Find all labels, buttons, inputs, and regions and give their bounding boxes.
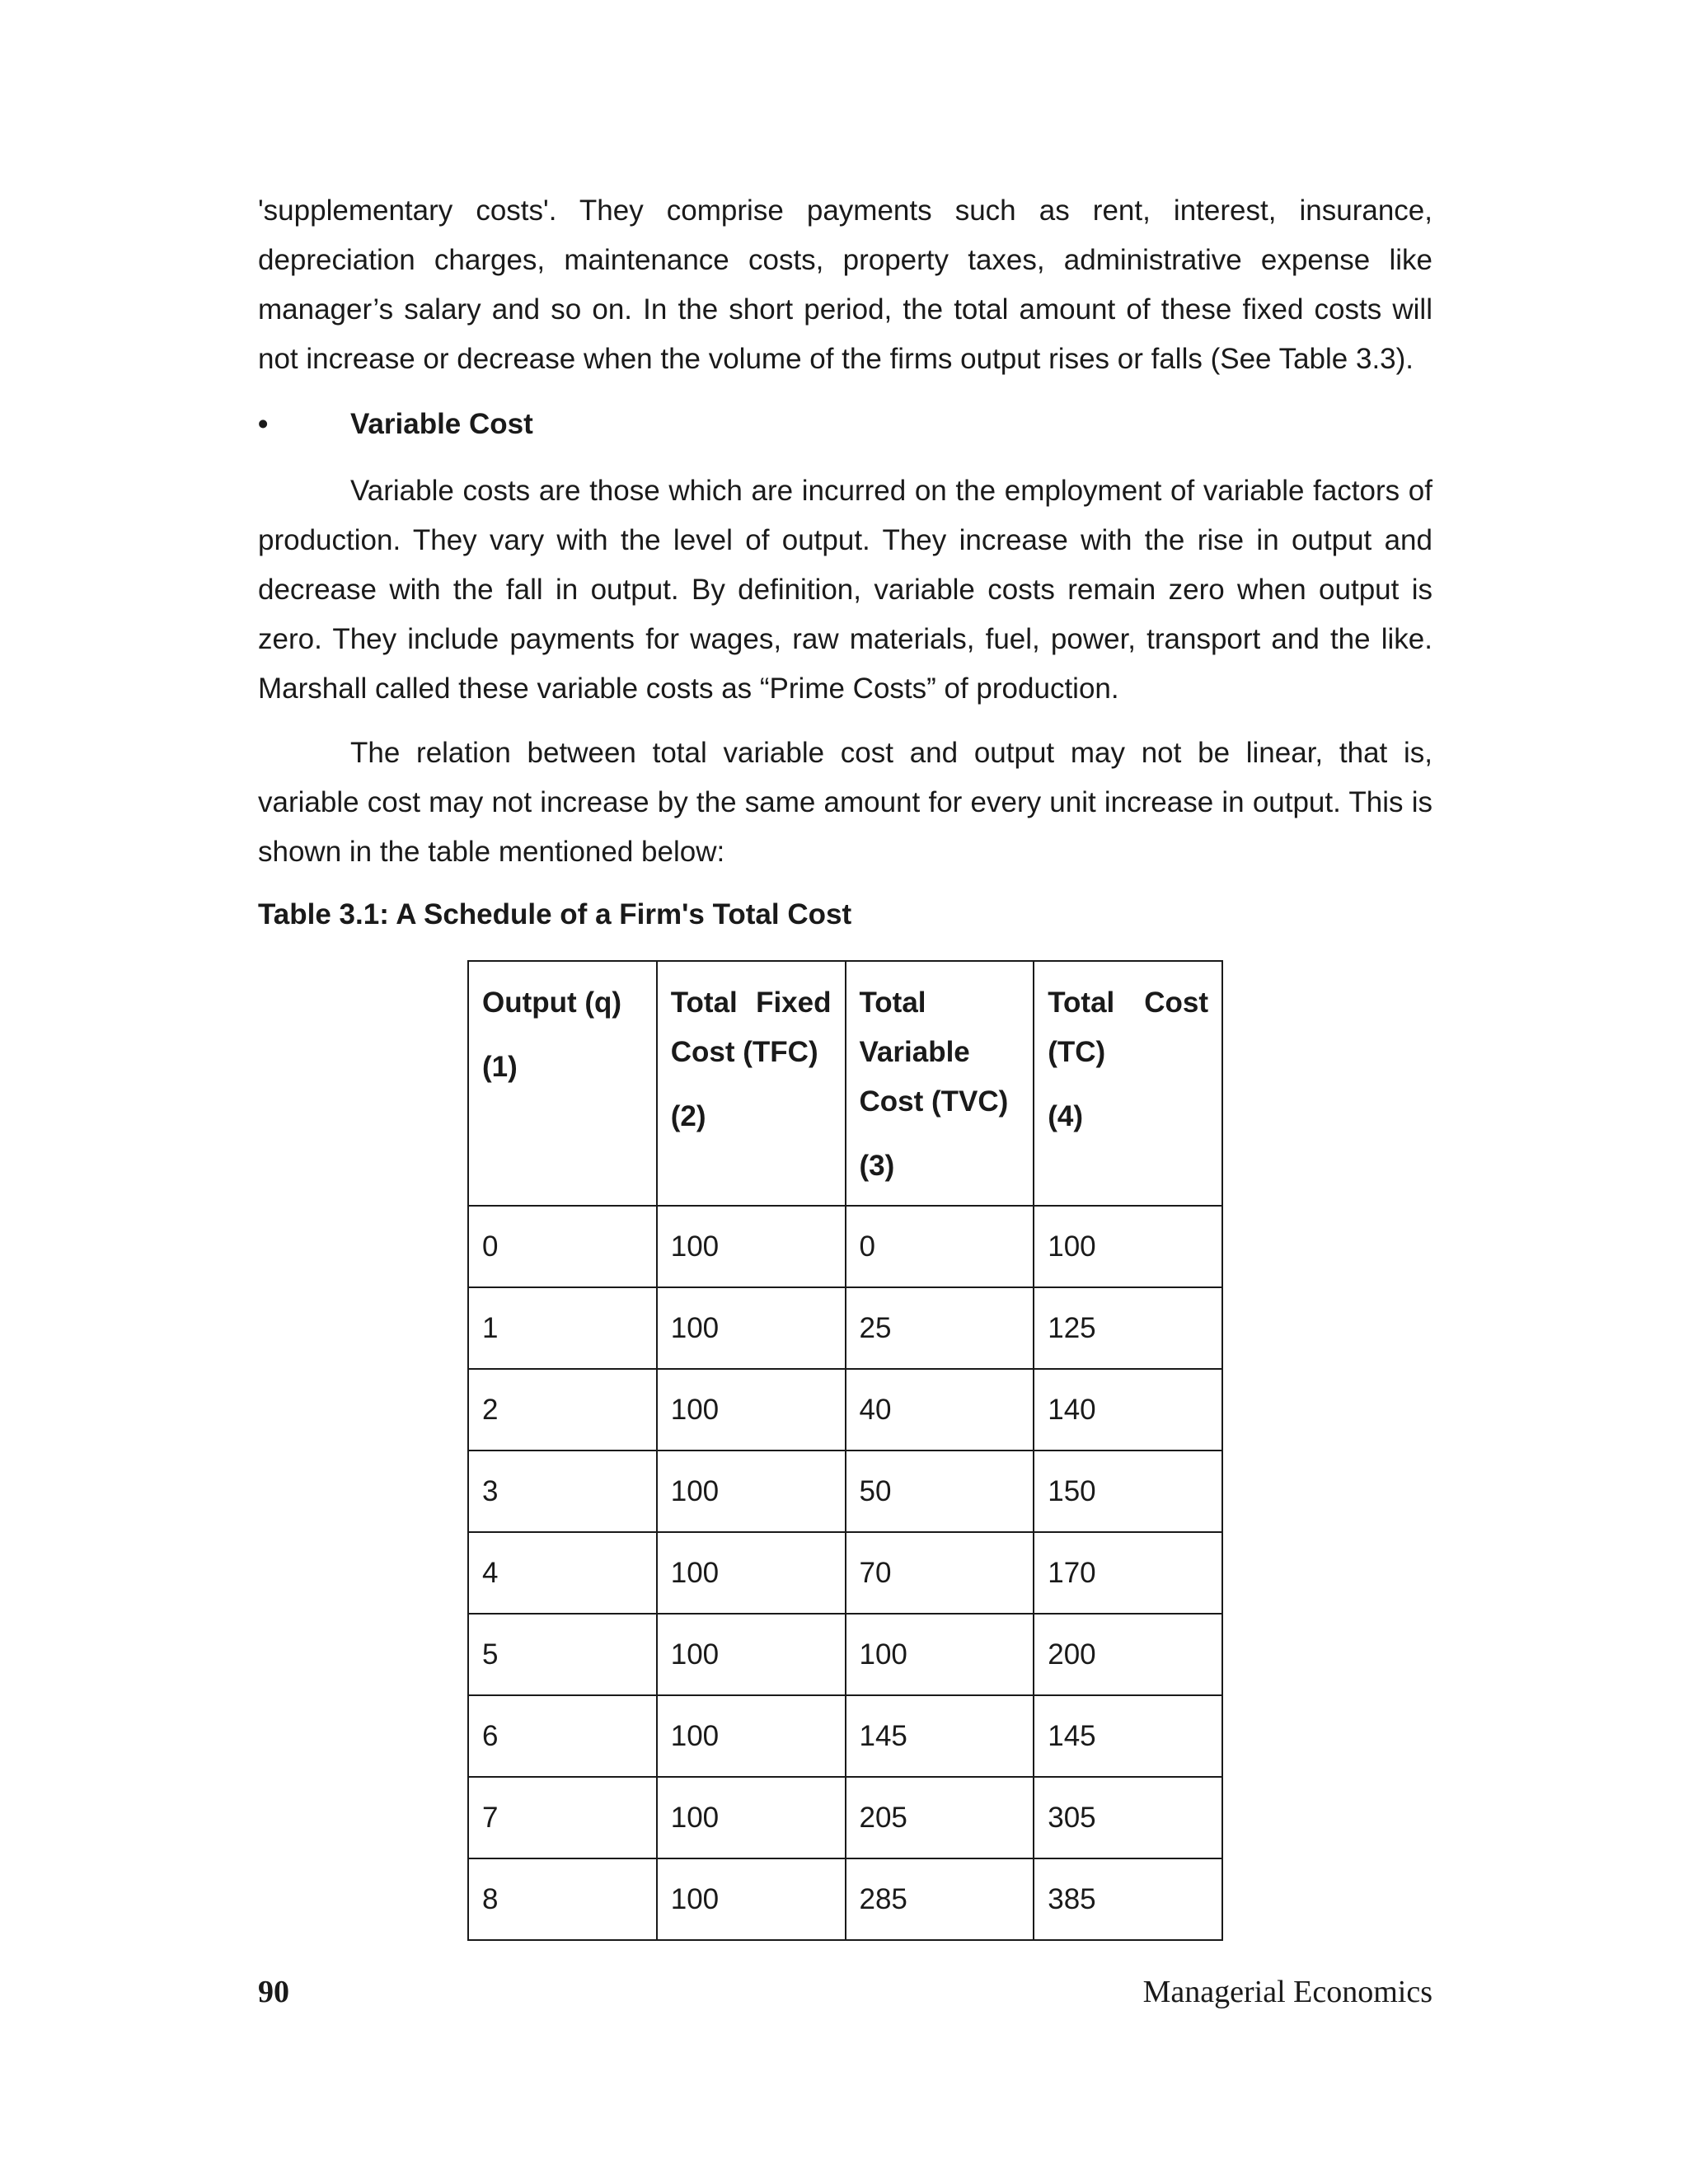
header-tc-word2: Cost (1144, 987, 1208, 1019)
cell-tfc: 100 (657, 1695, 846, 1777)
cell-tvc: 205 (846, 1777, 1034, 1858)
cell-tc: 125 (1034, 1287, 1222, 1369)
cell-tc: 100 (1034, 1206, 1222, 1287)
header-tfc-line1 (671, 978, 832, 1028)
header-tvc-num: (3) (859, 1150, 895, 1182)
header-tfc-line2: Cost (TFC) (670, 1036, 818, 1068)
header-tfc-word2: Fixed (756, 987, 832, 1019)
book-title: Managerial Economics (1142, 1975, 1432, 2009)
table-caption: Table 3.1: A Schedule of a Firm's Total Cost (258, 898, 852, 930)
cell-output: 8 (468, 1858, 657, 1940)
cell-output: 5 (468, 1614, 657, 1695)
cell-tvc: 100 (846, 1614, 1034, 1695)
header-tvc-line2: Variable (859, 1036, 970, 1068)
cell-tfc: 100 (657, 1369, 846, 1451)
cell-tvc: 0 (846, 1206, 1034, 1287)
cell-output: 0 (468, 1206, 657, 1287)
cell-output: 2 (468, 1369, 657, 1451)
header-tc-line2: (TC) (1048, 1036, 1106, 1068)
table-row (468, 1206, 1222, 1287)
header-tc-num: (4) (1048, 1100, 1084, 1132)
cell-tfc: 100 (657, 1206, 846, 1287)
header-tvc (846, 961, 1034, 1206)
cell-output: 4 (468, 1532, 657, 1614)
page-number: 90 (258, 1975, 289, 2009)
cell-tvc: 50 (846, 1451, 1034, 1532)
table-row (468, 1532, 1222, 1614)
cell-output: 1 (468, 1287, 657, 1369)
cell-tvc: 70 (846, 1532, 1034, 1614)
header-output (468, 961, 657, 1206)
cell-output: 3 (468, 1451, 657, 1532)
table-row (468, 1695, 1222, 1777)
cell-output: 6 (468, 1695, 657, 1777)
cell-tfc: 100 (657, 1451, 846, 1532)
cell-tc: 150 (1034, 1451, 1222, 1532)
cell-tfc: 100 (657, 1614, 846, 1695)
table-row (468, 1614, 1222, 1695)
header-tfc-num: (2) (670, 1100, 706, 1132)
header-output-num: (1) (482, 1051, 518, 1083)
cell-tvc: 285 (846, 1858, 1034, 1940)
cell-tc: 385 (1034, 1858, 1222, 1940)
header-tc (1034, 961, 1222, 1206)
table-row (468, 1777, 1222, 1858)
header-tvc-line3: Cost (TVC) (859, 1085, 1009, 1118)
table-row (468, 1451, 1222, 1532)
table-header-row (468, 961, 1222, 1206)
cell-tvc: 40 (846, 1369, 1034, 1451)
table-row (468, 1287, 1222, 1369)
cell-tvc: 25 (846, 1287, 1034, 1369)
section-heading: Variable Cost (350, 408, 533, 440)
paragraph-relation: The relation between total variable cost and output may not be linear, that is, variable cost may not increase by the same amount for every unit increase in output. This is shown in the table mentioned below: (258, 737, 1432, 868)
cell-tfc: 100 (657, 1532, 846, 1614)
cell-tvc: 145 (846, 1695, 1034, 1777)
cost-schedule-table (467, 960, 1223, 1941)
table-row (468, 1369, 1222, 1451)
cell-tc: 145 (1034, 1695, 1222, 1777)
header-tfc-word1: Total (670, 987, 738, 1019)
paragraph-variable-costs: Variable costs are those which are incurred on the employment of variable factors of production. They vary with the level of output. They increase with the rise in output and decrease with the fall in output. By definition, variable costs remain zero when output is zero. They include payments for wages, raw materials, fuel, power, transport and the like. Marshall called these variable costs as “Prime Costs” of production. (258, 475, 1432, 705)
paragraph-fixed-costs: 'supplementary costs'. They comprise payments such as rent, interest, insurance, depreciation charges, maintenance costs, property taxes, administrative expense like manager’s salary and so on. In the short period, the total amount of these fixed costs will not increase or decrease when the volume of the firms output rises or falls (See Table 3.3). (258, 194, 1432, 375)
table-row (468, 1858, 1222, 1940)
header-tc-word1: Total (1048, 987, 1115, 1019)
header-tvc-line1: Total (859, 987, 926, 1019)
cell-tc: 305 (1034, 1777, 1222, 1858)
bullet-icon: • (258, 408, 269, 440)
cell-tc: 140 (1034, 1369, 1222, 1451)
header-output-label: Output (q) (482, 987, 622, 1019)
bullet-heading-variable-cost (258, 404, 533, 445)
cell-tfc: 100 (657, 1858, 846, 1940)
header-tfc (657, 961, 846, 1206)
cell-tc: 170 (1034, 1532, 1222, 1614)
cell-tc: 200 (1034, 1614, 1222, 1695)
cell-tfc: 100 (657, 1777, 846, 1858)
cell-tfc: 100 (657, 1287, 846, 1369)
cell-output: 7 (468, 1777, 657, 1858)
header-tc-line1 (1048, 978, 1208, 1028)
